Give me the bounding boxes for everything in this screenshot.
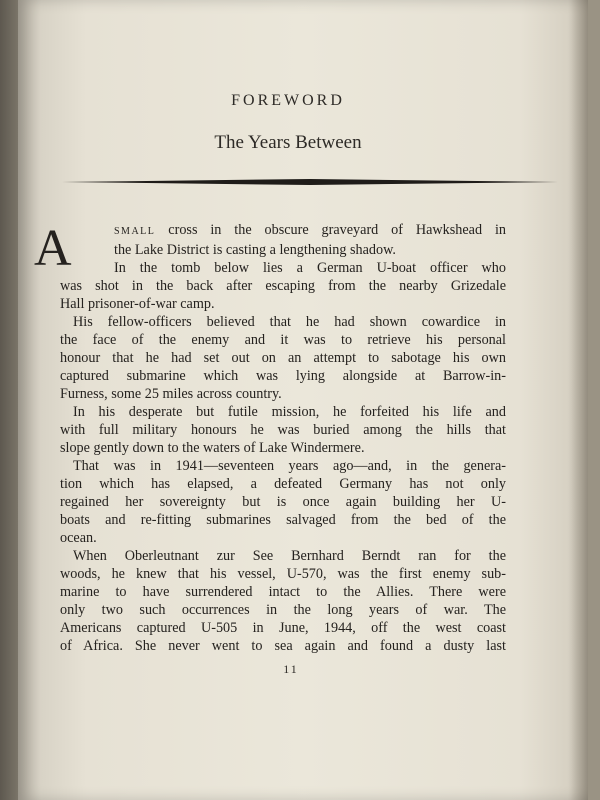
text-line: with full military honours he was buried among the hills that bbox=[60, 422, 506, 438]
text-line: boats and re-fitting submarines salvaged from the bed of the bbox=[60, 512, 506, 528]
text-line: was shot in the back after escaping from the nearby Grizedale bbox=[60, 278, 506, 294]
text-line: His fellow-officers believed that he had shown cowardice in bbox=[73, 314, 506, 330]
text-line: woods, he knew that his vessel, U-570, was the first enemy sub- bbox=[60, 566, 506, 582]
text-line: When Oberleutnant zur See Bernhard Berndt ran for the bbox=[73, 548, 506, 564]
tapered-rule-icon bbox=[62, 179, 558, 185]
text-line: Americans captured U-505 in June, 1944, off the west coast bbox=[60, 620, 506, 636]
ornamental-rule bbox=[62, 179, 558, 185]
chapter-heading: FOREWORD bbox=[231, 92, 345, 109]
text-line: the Lake District is casting a lengthening shadow. bbox=[114, 242, 396, 258]
text-line: of Africa. She never went to sea again and found a dusty last bbox=[60, 638, 506, 654]
book-page bbox=[18, 0, 588, 800]
text-line: ocean. bbox=[60, 530, 97, 546]
drop-cap: A bbox=[34, 220, 72, 277]
text-line: regained her sovereignty but is once again building her U- bbox=[60, 494, 506, 510]
page-number: 11 bbox=[283, 662, 299, 676]
body-text bbox=[60, 221, 506, 655]
chapter-subtitle: The Years Between bbox=[214, 132, 362, 153]
text-line: captured submarine which was lying alongside at Barrow-in- bbox=[60, 368, 506, 384]
page-edge-shadow bbox=[568, 0, 588, 800]
text-line: honour that he had set out on an attempt to sabotage his own bbox=[60, 350, 506, 366]
text-line: That was in 1941—seventeen years ago—and, in the genera- bbox=[73, 458, 506, 474]
text-line: SMALL cross in the obscure graveyard of Hawkshead in bbox=[114, 222, 506, 238]
text-line: the face of the enemy and it was to retrieve his personal bbox=[60, 332, 506, 348]
text-line: In his desperate but futile mission, he forfeited his life and bbox=[73, 404, 506, 420]
text-line: In the tomb below lies a German U-boat officer who bbox=[114, 260, 506, 276]
text-line: slope gently down to the waters of Lake Windermere. bbox=[60, 440, 365, 456]
text-line: marine to have surrendered intact to the Allies. There were bbox=[60, 584, 506, 600]
text-line: tion which has elapsed, a defeated Germany has not only bbox=[60, 476, 506, 492]
text-line: only two such occurrences in the long years of war. The bbox=[60, 602, 506, 618]
small-caps-opening: SMALL bbox=[114, 226, 156, 237]
text-line: Furness, some 25 miles across country. bbox=[60, 386, 282, 402]
text-line: Hall prisoner-of-war camp. bbox=[60, 296, 215, 312]
